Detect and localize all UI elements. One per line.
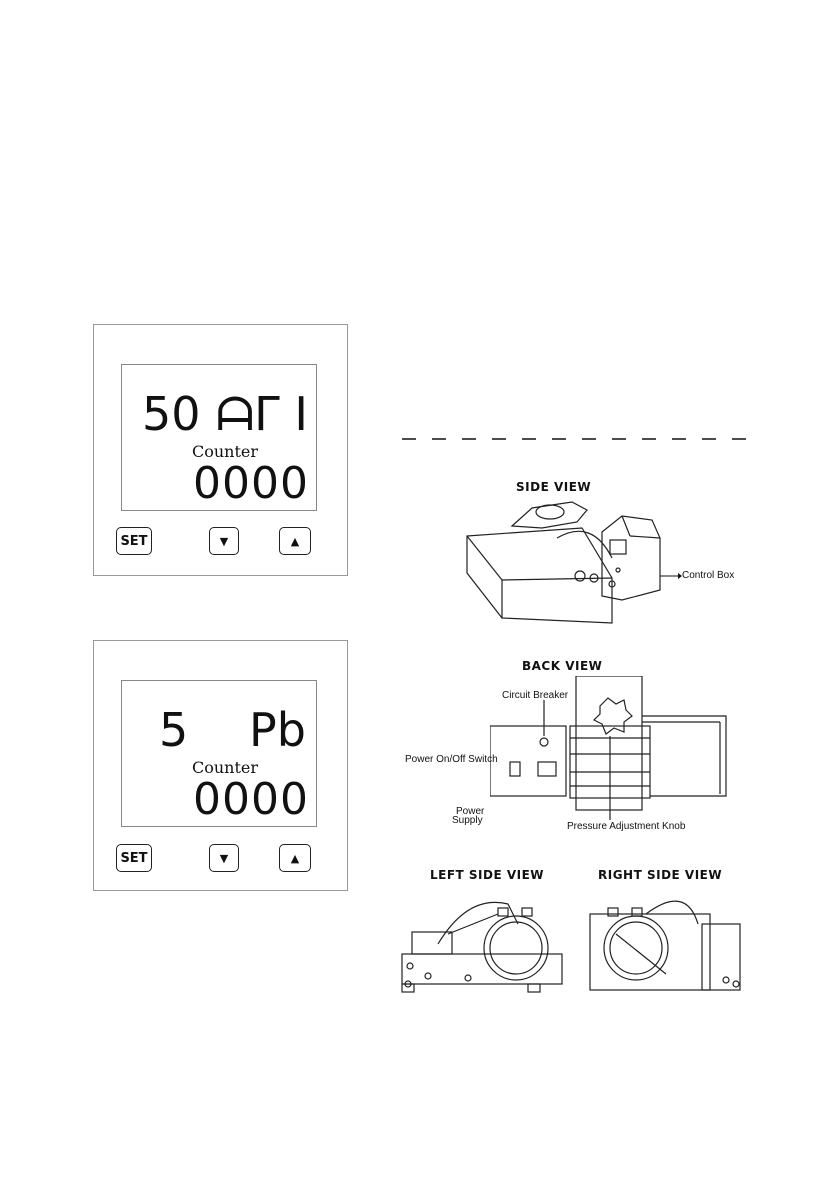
control-box-label: Control Box [682, 570, 735, 581]
power-supply-label-1: Power [456, 806, 485, 817]
left-side-view-drawing [398, 884, 568, 996]
controller-panel-2 [93, 640, 348, 891]
power-switch-label: Power On/Off Switch [405, 754, 498, 765]
arrow-up-icon: ▲ [290, 851, 300, 865]
up-button[interactable] [279, 527, 311, 555]
back-view-drawing [490, 676, 740, 822]
control-box-arrow [660, 572, 682, 580]
counter-label: Counter [192, 758, 259, 777]
arrow-up-icon: ▲ [290, 534, 300, 548]
back-view-title: BACK VIEW [522, 659, 603, 673]
controller-panel-1 [93, 324, 348, 576]
left-side-view-title: LEFT SIDE VIEW [430, 868, 545, 882]
set-button[interactable]: SET [116, 527, 152, 555]
lcd-time-value: 50 [142, 387, 201, 441]
circuit-breaker-label: Circuit Breaker [502, 690, 569, 701]
lcd-display [121, 680, 317, 827]
lcd-top-row [122, 389, 316, 439]
side-view-title: SIDE VIEW [516, 480, 592, 494]
lcd-mode-value: ᗩᒥ I [216, 387, 308, 441]
power-supply-label-2: Supply [452, 815, 483, 826]
pressure-knob-label: Pressure Adjustment Knob [567, 821, 686, 832]
lcd-display [121, 364, 317, 511]
counter-label: Counter [192, 442, 259, 461]
right-side-view-drawing [586, 884, 746, 996]
set-button[interactable]: SET [116, 844, 152, 872]
arrow-down-icon: ▼ [219, 534, 229, 548]
lcd-mode-value: Pb [249, 703, 306, 757]
dashed-separator [402, 438, 747, 440]
counter-value: 0000 [193, 458, 309, 509]
down-button[interactable] [209, 527, 239, 555]
right-side-view-title: RIGHT SIDE VIEW [598, 868, 723, 882]
down-button[interactable] [209, 844, 239, 872]
side-view-drawing [462, 498, 672, 628]
up-button[interactable] [279, 844, 311, 872]
lcd-time-value: 5 [159, 703, 189, 757]
lcd-top-row [122, 705, 316, 755]
arrow-down-icon: ▼ [219, 851, 229, 865]
counter-value: 0000 [193, 774, 309, 825]
